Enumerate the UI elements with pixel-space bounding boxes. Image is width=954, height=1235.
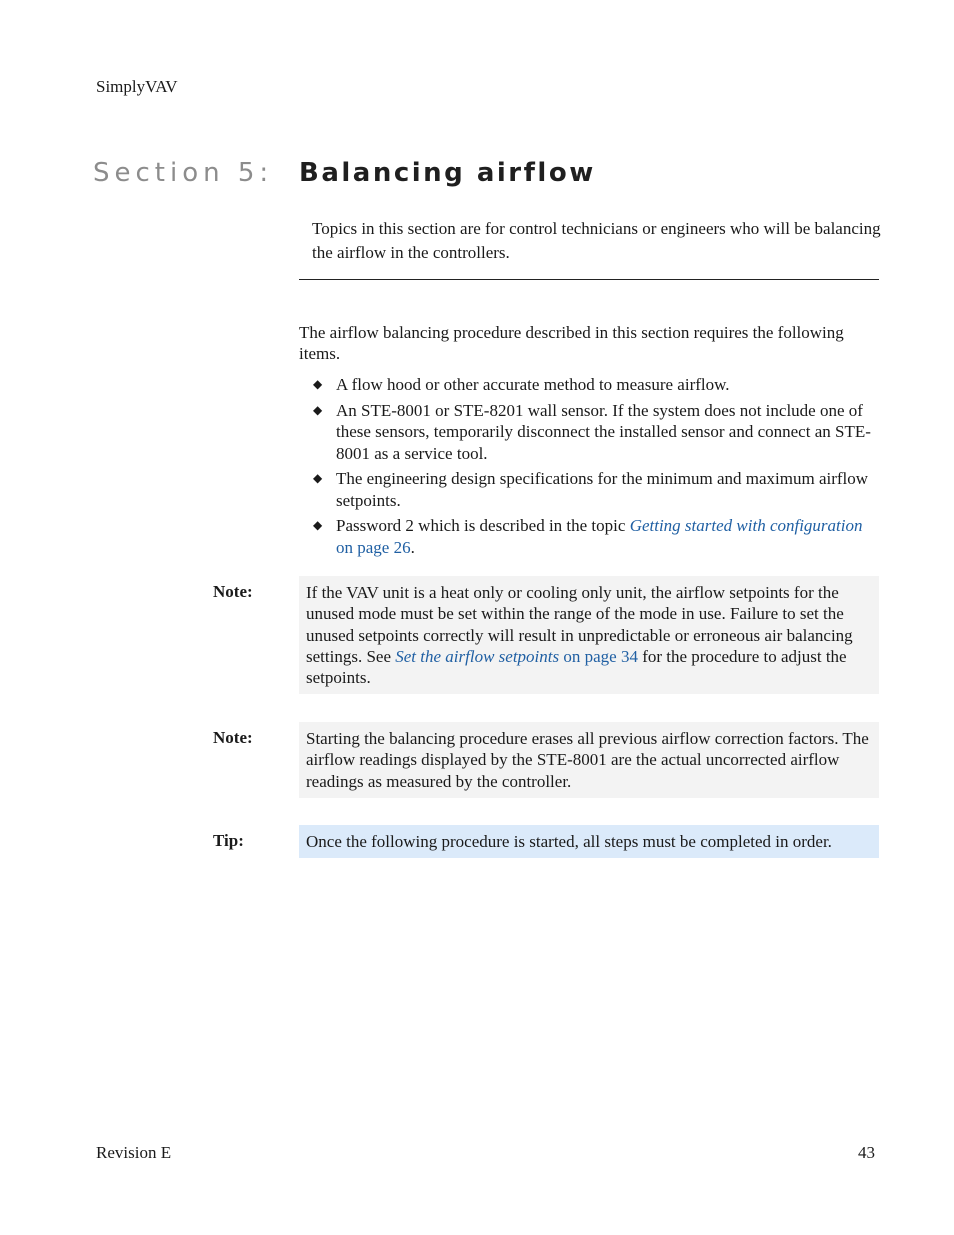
list-item	[313, 374, 883, 396]
note-text-end: for the procedure to adjust the setpoints.	[306, 646, 847, 688]
footer-revision: Revision E	[96, 1143, 172, 1162]
page-number: 43	[858, 1143, 875, 1162]
note-label: Note:	[213, 728, 253, 747]
note-text: If the VAV unit is a heat only or cooling only unit, the airflow setpoints for the unused mode must be set within the range of the mode in use. Failure to set the unused setpoints correctly will result in unpredictable or erroneous air balancing settings. See	[306, 583, 853, 666]
section-title: Balancing airflow	[299, 158, 596, 188]
link-page: on page 26	[336, 537, 411, 557]
link-page: on page 34	[559, 646, 638, 666]
list-item	[313, 515, 883, 558]
running-header: SimplyVAV	[96, 77, 178, 96]
section-intro: Topics in this section are for control technicians or engineers who will be balancing the airflow in the controllers.	[312, 219, 881, 262]
note-text: Starting the balancing procedure erases all previous airflow correction factors. The airflow readings displayed by the STE-8001 are the actual uncorrected airflow readings as measured by the controller.	[306, 729, 869, 791]
airflow-setpoints-link[interactable]	[395, 647, 638, 666]
section-number: Section 5:	[93, 158, 274, 188]
list-item-text: An STE-8001 or STE-8201 wall sensor. If the system does not include one of these sensors, temporarily disconnect the installed sensor and connect an STE-8001 as a service tool.	[336, 400, 871, 463]
diamond-bullet-icon: ◆	[313, 471, 323, 485]
diamond-bullet-icon: ◆	[313, 377, 323, 391]
note-box	[299, 576, 879, 694]
list-item-end: .	[410, 537, 415, 557]
list-item	[313, 400, 883, 465]
link-title: Getting started with configuration	[629, 516, 863, 535]
list-item-text: The engineering design specifications for the minimum and maximum airflow setpoints.	[336, 469, 869, 510]
tip-label: Tip:	[213, 831, 244, 850]
note-label: Note:	[213, 582, 253, 601]
requirements-list	[313, 374, 883, 562]
list-item	[313, 468, 883, 511]
diamond-bullet-icon: ◆	[313, 518, 323, 532]
tip-box	[299, 825, 879, 858]
diamond-bullet-icon: ◆	[313, 402, 323, 417]
link-title: Set the airflow setpoints	[395, 646, 560, 666]
list-item-text: A flow hood or other accurate method to measure airflow.	[336, 375, 730, 394]
tip-text: Once the following procedure is started, all steps must be completed in order.	[306, 832, 832, 851]
intro-divider	[299, 279, 879, 280]
list-item-text: Password 2 which is described in the topic	[336, 516, 630, 535]
body-paragraph: The airflow balancing procedure described in this section requires the following items.	[299, 323, 844, 363]
note-box	[299, 722, 879, 798]
